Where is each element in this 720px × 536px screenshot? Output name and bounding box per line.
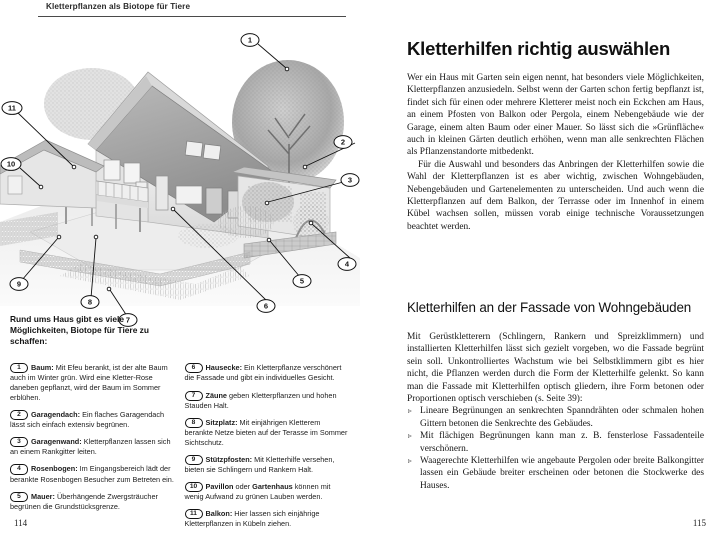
callout-badge-4 (338, 258, 356, 271)
house-garden-illustration (0, 26, 360, 325)
legend-item-10 (185, 482, 351, 502)
callout-badge-11 (2, 102, 22, 115)
svg-text:11: 11 (8, 103, 16, 113)
legend-term-3: Garagenwand: (31, 437, 82, 447)
svg-text:9: 9 (16, 279, 22, 289)
folio-left: 114 (14, 518, 28, 528)
callout-badge-2 (334, 136, 352, 149)
paragraph-1: Wer ein Haus mit Garten sein eigen nennt, hat besonders viele Möglichkeiten, Kletterpflanzen anzusiedeln. Selbst wenn der Garten schon fertig bepflanzt ist, findet sich für einen oder mehrere Kletterer meist noch ein Eckchen am Haus, an einem Pfosten von Balkon oder Pergola, einem Nebengebäude wie der Garage, einem alten Baum oder einer Mauer. So lässt sich die »Grünfläche« auch in kleinen Gärten deutlich erhöhen, wenn man alle senkrechten Flächen als Pflanzenstandorte mitbedenkt. (407, 73, 704, 158)
section-heading: Kletterhilfen an der Fassade von Wohngebäuden (407, 300, 692, 315)
legend-term-6: Hausecke: (205, 363, 243, 373)
legend-item-6 (185, 363, 351, 383)
header-rule (38, 16, 346, 17)
legend-text-2: Ein flaches Garagendach lässt sich einfach extensiv begrünen. (10, 409, 165, 429)
legend-text-11: Hier lassen sich einjährige Kletterpflanzen in Kübeln ziehen. (184, 509, 320, 529)
legend-item-8 (185, 418, 351, 447)
legend-item-7 (185, 391, 351, 411)
legend-item-3 (10, 437, 176, 457)
legend-title: Rund ums Haus gibt es viele Möglichkeiten, Biotope für Tiere zu schaffen: (10, 314, 149, 346)
section-body (407, 331, 704, 492)
callout-badge-10 (1, 158, 21, 171)
svg-text:6: 6 (263, 301, 269, 311)
bullet-text-2: Mit flächigen Begrünungen kann man z. B. fensterlose Fassadenteile verschönern. (420, 431, 704, 454)
legend-term-5: Mauer: (31, 491, 55, 501)
legend-text-7: geben Kletterpflanzen und hohen Stauden Halt. (184, 390, 337, 410)
triangle-bullet-icon: ▹ (408, 406, 412, 416)
svg-text:3: 3 (347, 175, 353, 185)
legend-term-2: Garagendach: (31, 409, 81, 419)
legend-text-6: Ein Kletterpflanze verschönert die Fassade und gibt ein individuelles Gesicht. (184, 363, 342, 383)
callout-badge-8 (81, 296, 99, 309)
legend-number-2: 2 (10, 410, 28, 420)
legend-column-1 (10, 356, 176, 529)
bullet-item-3 (407, 455, 704, 492)
legend-item-11 (185, 509, 351, 529)
legend-number-7: 7 (185, 391, 203, 401)
right-page (360, 0, 720, 536)
callout-badge-6 (257, 300, 275, 313)
legend-text-9: Mit Kletterhilfe versehen, bieten sie Schlingern und Rankern Halt. (184, 454, 335, 474)
legend-term-10b: Gartenhaus (252, 482, 293, 492)
paragraph-2: Für die Auswahl und besonders das Anbringen der Kletterhilfen sowie die Wahl der Kletterpflanzen ist es aber wichtig, zwischen Wohngebäuden, Nebengebäuden und Gartenelementen zu unterscheiden. Und auch wenn die Kletterpflanzen auf dem Balkon, der Terrasse oder im Innenhof in einem Kübel wachsen sollen, müssen vorab einige technische Voraussetzungen beachtet werden. (407, 159, 704, 232)
bullet-text-1: Lineare Begrünungen an senkrechten Spanndrähten oder schmalen hohen Gittern betonen die Senkrechte des Gebäudes. (420, 406, 704, 429)
legend-item-5 (10, 492, 176, 512)
illus-annex (0, 140, 104, 208)
bullet-item-2 (407, 430, 704, 455)
folio-right: 115 (692, 518, 706, 528)
legend-number-6: 6 (185, 363, 203, 373)
legend-term-4: Rosenbogen: (31, 464, 78, 474)
legend-term-8: Sitzplatz: (205, 417, 238, 427)
page-title: Kletterhilfen richtig auswählen (407, 38, 671, 59)
svg-text:5: 5 (299, 276, 305, 286)
paragraph-3: Mit Gerüstkletterern (Schlingern, Rankern und Spreizklimmern) und installierten Kletterhilfen lässt sich gezielt vorgeben, wo die Fassade begrünt sein soll. Unkontrolliertes Wachstum wie bei Selbstklimmern gibt es hier nicht, die Pflanzen werden durch die Form der Kletterhilfe gelenkt. So kann man die Fassade mit Kletterhilfen optisch gliedern, ihre Form betonen oder Proportionen optisch verschieben (s. Seite 39): (407, 332, 704, 405)
intro-body (407, 72, 704, 233)
legend-item-1 (10, 363, 176, 402)
callout-badge-3 (341, 174, 359, 187)
legend-number-11: 11 (185, 509, 203, 519)
legend-item-2 (10, 410, 176, 430)
bullet-item-1 (407, 405, 704, 430)
legend-column-2 (185, 356, 351, 529)
callout-badge-5 (293, 275, 311, 288)
legend-term-9: Stützpfosten: (205, 454, 253, 464)
legend-term-1: Baum: (31, 363, 54, 373)
svg-text:10: 10 (6, 159, 16, 169)
legend-term-10: Pavillon (205, 482, 234, 492)
callout-badge-1 (241, 34, 259, 47)
legend-text-3: Kletterpflanzen lassen sich an einem Rankgitter leiten. (10, 437, 171, 457)
legend-item-9 (185, 455, 351, 475)
legend-number-8: 8 (185, 418, 203, 428)
legend-number-4: 4 (10, 464, 28, 474)
legend-text-8: Mit einjährigen Kletterem berankte Netze bieten auf der Terasse im Sommer Sichtschutz. (184, 417, 348, 447)
legend-text-10: oder (233, 482, 253, 492)
svg-text:1: 1 (247, 35, 253, 45)
svg-text:7: 7 (125, 315, 131, 325)
legend-number-5: 5 (10, 492, 28, 502)
svg-text:4: 4 (344, 259, 350, 269)
legend-text-5: Überhängende Zwergsträucher begrünen die Grundstücksgrenze. (10, 491, 158, 511)
legend-text-1: Mit Efeu berankt, ist der alte Baum auch im Winter grün. Wird eine Kletter-Rose daneben gepflanzt, wird der Baum im Sommer erblühen. (10, 363, 168, 402)
legend-term-7: Zäune (205, 390, 227, 400)
triangle-bullet-icon: ▹ (408, 456, 412, 466)
legend-number-9: 9 (185, 455, 203, 465)
triangle-bullet-icon: ▹ (408, 431, 412, 441)
legend-number-3: 3 (10, 437, 28, 447)
legend-number-10: 10 (185, 482, 203, 492)
callout-badge-9 (10, 278, 28, 291)
svg-text:2: 2 (340, 137, 346, 147)
legend-term-11: Balkon: (205, 509, 233, 519)
legend-number-1: 1 (10, 363, 28, 373)
legend-text-4: Im Eingangsbereich lädt der berankte Rosenbogen Besucher zum Betreten ein. (10, 464, 174, 484)
legend-item-4 (10, 464, 176, 484)
running-head: Kletterpflanzen als Biotope für Tiere (46, 2, 191, 11)
svg-text:8: 8 (87, 297, 93, 307)
bullet-text-3: Waagerechte Kletterhilfen wie angebaute Pergolen oder breite Balkongitter lassen ein Gebäude breiter erscheinen oder betonen die Stockwerke des Hauses. (420, 456, 704, 491)
legend-text-10b: können mit wenig Aufwand zu grünen Lauben werden. (184, 482, 331, 502)
bullet-list (407, 405, 704, 492)
